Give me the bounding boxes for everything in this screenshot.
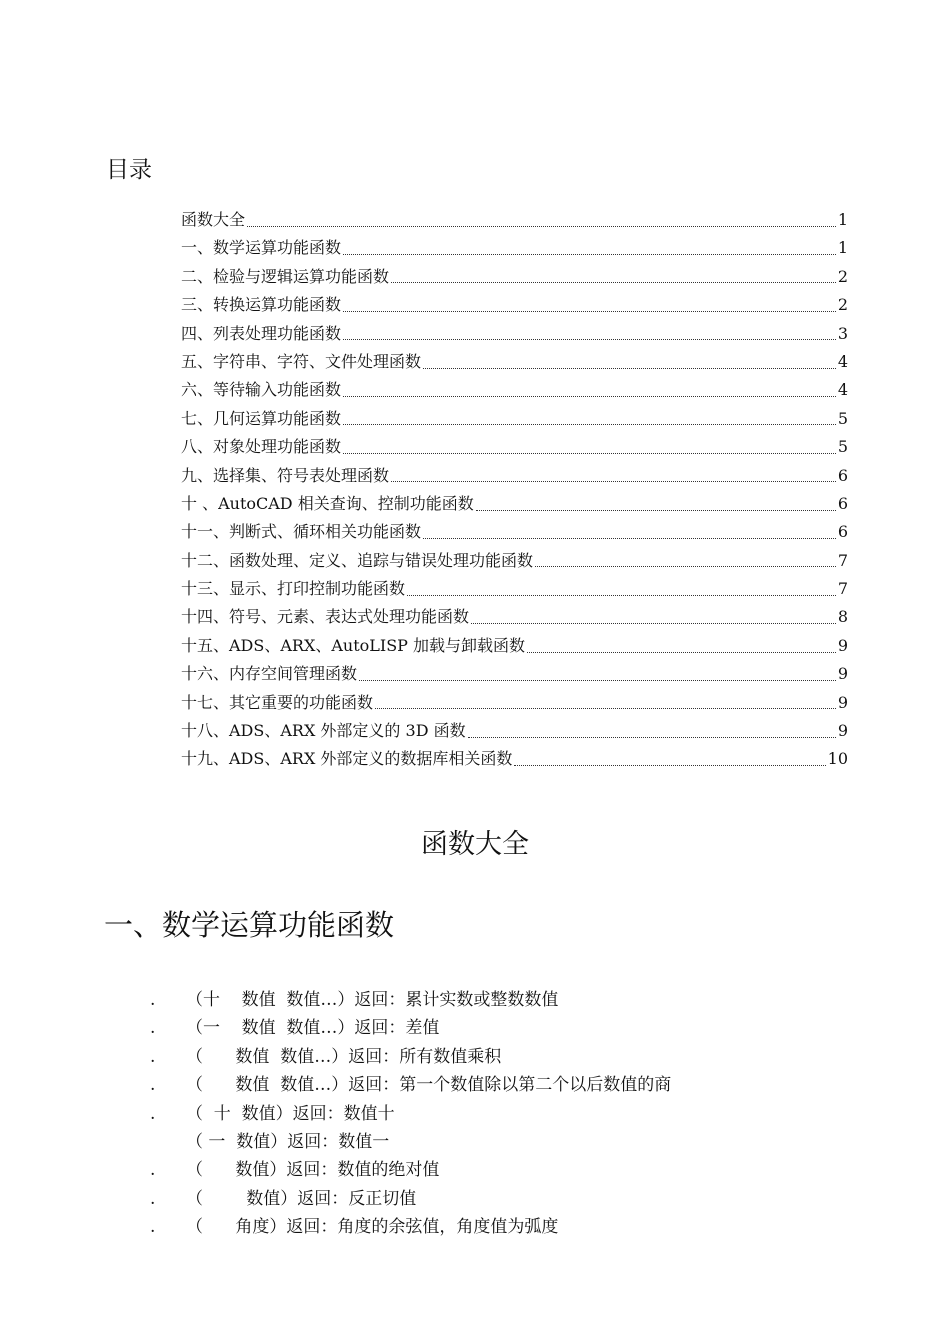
toc-entry-page: 7: [837, 579, 848, 599]
bullet-mark: .: [150, 1046, 156, 1067]
bullet-mark: .: [150, 1160, 156, 1181]
toc-leader: [343, 254, 836, 255]
toc-entry-title: 九、选择集、符号表处理函数: [181, 465, 390, 485]
toc-leader: [423, 538, 836, 539]
toc-entry-title: 十三、显示、打印控制功能函数: [181, 579, 406, 599]
toc-entry-title: 十九、ADS、ARX 外部定义的数据库相关函数: [181, 749, 513, 769]
toc-entry-title: 八、对象处理功能函数: [181, 437, 342, 457]
function-description: （ 数值）返回：数值的绝对值: [186, 1160, 440, 1181]
toc-leader: [423, 368, 836, 369]
toc-leader: [343, 424, 836, 425]
toc-entry-title: 十五、ADS、ARX、AutoLISP 加载与卸载函数: [181, 635, 526, 655]
toc-entry-page: 3: [837, 323, 848, 343]
function-item: [150, 986, 850, 1014]
toc-leader: [375, 708, 836, 709]
function-description: （ 一 数值）返回：数值一: [186, 1131, 390, 1152]
toc-entry[interactable]: [181, 518, 848, 546]
toc-entry[interactable]: [181, 490, 848, 518]
toc-leader: [391, 282, 836, 283]
function-description: （一 数值 数值…）返回：差值: [186, 1018, 440, 1039]
toc-entry[interactable]: [181, 263, 848, 291]
toc-entry[interactable]: [181, 206, 848, 234]
function-description: （ 十 数值）返回：数值十: [186, 1103, 395, 1124]
toc-entry-page: 4: [837, 351, 848, 371]
toc-leader: [343, 396, 836, 397]
toc-leader: [343, 311, 836, 312]
toc-entry-title: 十七、其它重要的功能函数: [181, 692, 374, 712]
toc-entry[interactable]: [181, 405, 848, 433]
bullet-mark: .: [150, 1075, 156, 1096]
bullet-mark: .: [150, 1217, 156, 1238]
toc-entry[interactable]: [181, 376, 848, 404]
toc-entry[interactable]: [181, 689, 848, 717]
toc-entry-title: 十一、判断式、循环相关功能函数: [181, 522, 422, 542]
bullet-mark: [150, 1128, 186, 1156]
toc-heading: 目录: [106, 157, 152, 183]
toc-entry-page: 9: [837, 721, 848, 741]
toc-entry-title: 二、检验与逻辑运算功能函数: [181, 266, 390, 286]
toc-entry-page: 2: [837, 266, 848, 286]
toc-entry-page: 8: [837, 607, 848, 627]
toc-entry-page: 5: [837, 437, 848, 457]
toc-entry-page: 6: [837, 522, 848, 542]
toc-entry[interactable]: [181, 603, 848, 631]
toc-entry-title: 十二、函数处理、定义、追踪与错误处理功能函数: [181, 550, 534, 570]
toc-leader: [391, 481, 836, 482]
toc-leader: [468, 737, 836, 738]
function-item: [150, 1156, 850, 1184]
function-item: [150, 1128, 850, 1156]
toc-entry[interactable]: [181, 320, 848, 348]
toc-entry[interactable]: [181, 291, 848, 319]
toc-entry-page: 1: [837, 238, 848, 258]
toc-leader: [343, 339, 836, 340]
function-item: [150, 1185, 850, 1213]
toc-entry-title: 十八、ADS、ARX 外部定义的 3D 函数: [181, 721, 466, 741]
toc-entry-page: 9: [837, 635, 848, 655]
toc-entry[interactable]: [181, 462, 848, 490]
toc-entry[interactable]: [181, 348, 848, 376]
toc-entry-page: 6: [837, 493, 848, 513]
toc-entry[interactable]: [181, 433, 848, 461]
function-description: （ 数值）返回：反正切值: [186, 1188, 417, 1209]
toc-leader: [527, 652, 836, 653]
toc-leader: [343, 453, 836, 454]
toc-entry[interactable]: [181, 575, 848, 603]
toc-entry[interactable]: [181, 234, 848, 262]
toc-entry-page: 10: [827, 749, 848, 769]
section-heading: 一、数学运算功能函数: [104, 908, 395, 942]
toc-entry-page: 7: [837, 550, 848, 570]
doc-title: 函数大全: [421, 829, 529, 860]
toc-entry-page: 4: [837, 380, 848, 400]
toc-leader: [471, 623, 836, 624]
function-item: [150, 1213, 850, 1241]
toc-leader: [535, 566, 836, 567]
toc-entry-page: 6: [837, 465, 848, 485]
function-item: [150, 1100, 850, 1128]
bullet-mark: .: [150, 990, 156, 1010]
toc-entry-title: 七、几何运算功能函数: [181, 408, 342, 428]
function-description: （ 数值 数值…）返回：所有数值乘积: [186, 1046, 502, 1067]
toc-leader: [247, 226, 836, 227]
toc-entry-title: 三、转换运算功能函数: [181, 295, 342, 315]
bullet-mark: .: [150, 1018, 156, 1039]
toc-entry-page: 9: [837, 664, 848, 684]
toc-leader: [359, 680, 836, 681]
bullet-mark: .: [150, 1103, 156, 1124]
toc-entry[interactable]: [181, 660, 848, 688]
function-item: [150, 1014, 850, 1042]
function-item: [150, 1043, 850, 1071]
toc-entry[interactable]: [181, 717, 848, 745]
toc-leader: [476, 510, 836, 511]
function-list: [150, 986, 850, 1242]
toc-entry-page: 2: [837, 295, 848, 315]
function-item: [150, 1071, 850, 1099]
toc-entry[interactable]: [181, 547, 848, 575]
toc-entry-title: 函数大全: [181, 210, 246, 229]
toc-entry[interactable]: [181, 632, 848, 660]
function-description: （十 数值 数值…）返回：累计实数或整数数值: [186, 990, 559, 1010]
toc-entry-page: 9: [837, 692, 848, 712]
toc-entry-title: 十 、AutoCAD 相关查询、控制功能函数: [181, 493, 474, 513]
toc-entry-title: 一、数学运算功能函数: [181, 238, 342, 258]
toc-leader: [407, 595, 836, 596]
toc-entry-page: 5: [837, 408, 848, 428]
toc-entry-title: 六、等待输入功能函数: [181, 380, 342, 400]
toc-entry-title: 十六、内存空间管理函数: [181, 664, 358, 684]
bullet-mark: .: [150, 1188, 156, 1209]
toc-list: [181, 206, 848, 774]
toc-entry[interactable]: [181, 745, 848, 773]
function-description: （ 角度）返回：角度的余弦值，角度值为弧度: [186, 1217, 559, 1238]
toc-leader: [514, 765, 825, 766]
toc-entry-title: 十四、符号、元素、表达式处理功能函数: [181, 607, 470, 627]
function-description: （ 数值 数值…）返回：第一个数值除以第二个以后数值的商: [186, 1075, 672, 1096]
toc-entry-title: 四、列表处理功能函数: [181, 323, 342, 343]
toc-entry-title: 五、字符串、字符、文件处理函数: [181, 351, 422, 371]
toc-entry-page: 1: [837, 210, 848, 229]
